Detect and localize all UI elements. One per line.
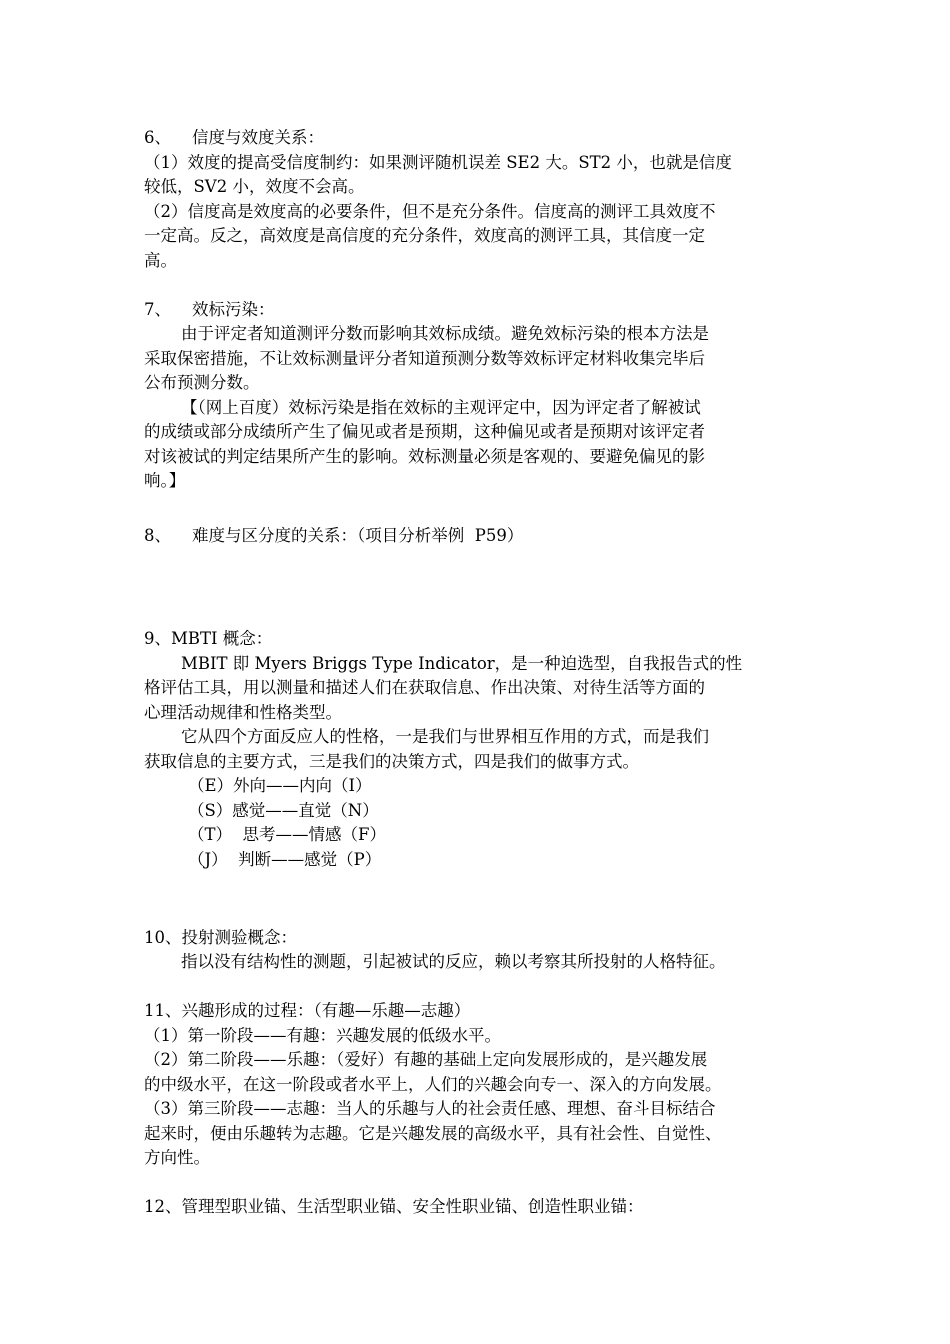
section-8-heading: 8、 难度与区分度的关系：（项目分析举例 P59） [144,526,524,545]
paragraph-line: （3）第三阶段——志趣：当人的乐趣与人的社会责任感、理想、奋斗目标结合 [144,1099,716,1118]
paragraph-line: 响。】 [144,471,186,490]
mbti-dimension: （T） 思考——情感（F） [188,825,386,844]
section-12-heading: 12、管理型职业锚、生活型职业锚、安全性职业锚、创造性职业锚： [144,1197,644,1216]
section-10-heading: 10、投射测验概念： [144,928,297,947]
paragraph-line: MBIT 即 Myers Briggs Type Indicator，是一种迫选型，自我报告式的性 [181,654,743,673]
section-9-heading: 9、MBTI 概念： [144,629,273,648]
paragraph-line: 较低，SV2 小，效度不会高。 [144,177,365,196]
paragraph-line: （1）第一阶段——有趣：兴趣发展的低级水平。 [144,1026,501,1045]
paragraph-line: 的成绩或部分成绩所产生了偏见或者是预期，这种偏见或者是预期对该评定者 [144,422,705,441]
paragraph-line: 获取信息的主要方式，三是我们的决策方式，四是我们的做事方式。 [144,752,639,771]
paragraph-line: 【（网上百度）效标污染是指在效标的主观评定中，因为评定者了解被试 [181,398,701,417]
paragraph-line: （2）第二阶段——乐趣：（爱好）有趣的基础上定向发展形成的，是兴趣发展 [144,1050,708,1069]
paragraph-line: 指以没有结构性的测题，引起被试的反应，赖以考察其所投射的人格特征。 [181,952,726,971]
paragraph-line: （2）信度高是效度高的必要条件，但不是充分条件。信度高的测评工具效度不 [144,202,716,221]
section-11-heading: 11、兴趣形成的过程：（有趣—乐趣—志趣） [144,1001,471,1020]
mbti-dimension: （J） 判断——感觉（P） [188,850,382,869]
paragraph-line: 采取保密措施，不让效标测量评分者知道预测分数等效标评定材料收集完毕后 [144,349,705,368]
paragraph-line: 它从四个方面反应人的性格，一是我们与世界相互作用的方式，而是我们 [181,727,709,746]
paragraph-line: 的中级水平，在这一阶段或者水平上，人们的兴趣会向专一、深入的方向发展。 [144,1075,722,1094]
mbti-dimension: （S）感觉——直觉（N） [188,801,379,820]
paragraph-line: 方向性。 [144,1148,210,1167]
section-6-heading: 6、 信度与效度关系： [144,128,324,147]
mbti-dimension: （E）外向——内向（I） [188,776,372,795]
paragraph-line: 高。 [144,251,177,270]
paragraph-line: 对该被试的判定结果所产生的影响。效标测量必须是客观的、要避免偏见的影 [144,447,705,466]
paragraph-line: 心理活动规律和性格类型。 [144,703,342,722]
paragraph-line: 一定高。反之，高效度是高信度的充分条件，效度高的测评工具，其信度一定 [144,226,705,245]
paragraph-line: 公布预测分数。 [144,373,260,392]
paragraph-line: 起来时，便由乐趣转为志趣。它是兴趣发展的高级水平，具有社会性、自觉性、 [144,1124,722,1143]
paragraph-line: 格评估工具，用以测量和描述人们在获取信息、作出决策、对待生活等方面的 [144,678,705,697]
section-7-heading: 7、 效标污染： [144,300,275,319]
paragraph-line: 由于评定者知道测评分数而影响其效标成绩。避免效标污染的根本方法是 [181,324,709,343]
paragraph-line: （1）效度的提高受信度制约：如果测评随机误差 SE2 大。ST2 小，也就是信度 [144,153,732,172]
